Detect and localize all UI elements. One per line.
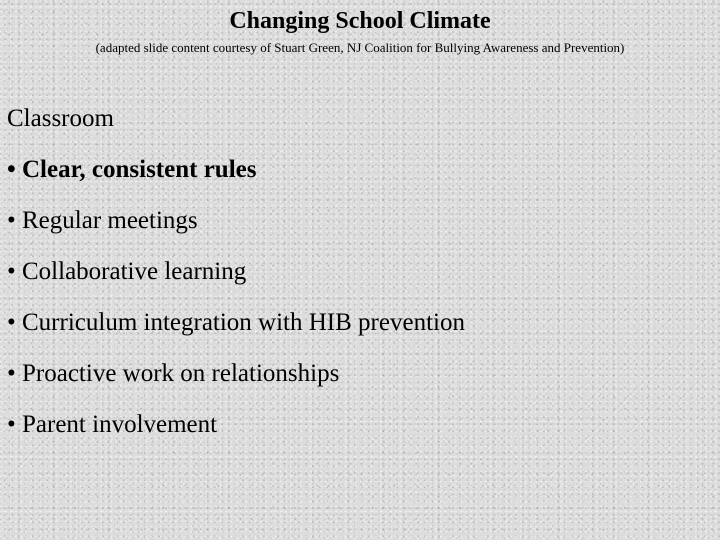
bullet-item: • Collaborative learning xyxy=(7,258,247,285)
slide-subtitle: (adapted slide content courtesy of Stuart Green, NJ Coalition for Bullying Awareness and Prevention) xyxy=(95,40,625,55)
bullet-item: • Parent involvement xyxy=(7,411,218,438)
bullet-item: • Curriculum integration with HIB prevention xyxy=(7,309,465,336)
bullet-item: • Proactive work on relationships xyxy=(7,360,340,387)
section-heading: Classroom xyxy=(7,105,114,132)
bullet-list xyxy=(7,155,465,461)
bullet-item: • Regular meetings xyxy=(7,207,198,234)
slide-title: Changing School Climate xyxy=(229,8,491,34)
bullet-item: • Clear, consistent rules xyxy=(7,156,257,183)
